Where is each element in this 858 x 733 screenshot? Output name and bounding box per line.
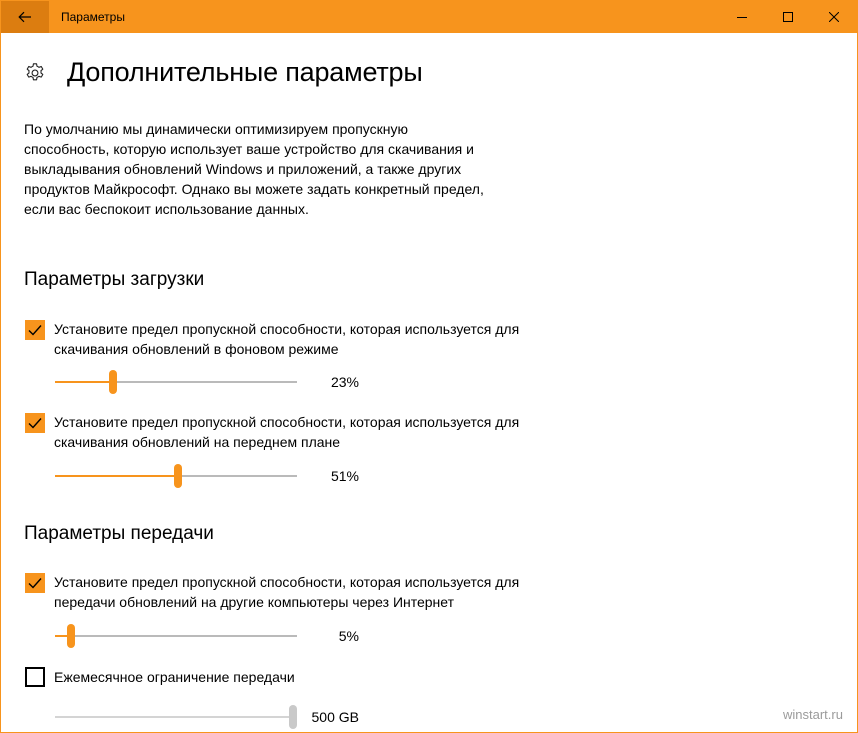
upload-limit-slider[interactable] <box>55 624 297 648</box>
minimize-icon <box>737 12 747 22</box>
checkmark-icon <box>25 413 45 433</box>
close-icon <box>829 12 839 22</box>
foreground-limit-label: Установите предел пропускной способности, которая используется для скачивания обновлений на переднем плане <box>54 414 520 450</box>
window-title: Параметры <box>61 10 125 24</box>
background-limit-slider[interactable] <box>55 370 297 394</box>
upload-limit-label: Установите предел пропускной способности, которая используется для передачи обновлений на другие компьютеры через Интернет <box>54 574 520 610</box>
upload-limit-value: 5% <box>338 628 359 644</box>
back-button[interactable] <box>1 1 49 33</box>
maximize-icon <box>783 12 793 22</box>
monthly-limit-value: 500 GB <box>311 709 359 725</box>
monthly-limit-checkbox[interactable] <box>25 667 45 687</box>
foreground-limit-slider[interactable] <box>55 464 297 488</box>
watermark: winstart.ru <box>783 707 843 722</box>
close-button[interactable] <box>811 1 857 33</box>
upload-limit-checkbox[interactable] <box>25 573 45 593</box>
minimize-button[interactable] <box>719 1 765 33</box>
monthly-limit-label: Ежемесячное ограничение передачи <box>54 669 295 685</box>
gear-icon <box>24 62 46 84</box>
download-section-heading: Параметры загрузки <box>24 269 205 290</box>
foreground-limit-checkbox[interactable] <box>25 413 45 433</box>
slider-fill <box>55 381 113 383</box>
monthly-limit-slider <box>55 705 297 729</box>
arrow-left-icon <box>18 11 32 23</box>
checkmark-icon <box>25 573 45 593</box>
background-limit-label: Установите предел пропускной способности, которая используется для скачивания обновлений в фоновом режиме <box>54 321 520 357</box>
slider-thumb[interactable] <box>67 624 75 648</box>
slider-thumb <box>289 705 297 729</box>
title-bar <box>1 1 857 33</box>
slider-thumb[interactable] <box>109 370 117 394</box>
checkmark-icon <box>25 320 45 340</box>
background-limit-checkbox[interactable] <box>25 320 45 340</box>
upload-section-heading: Параметры передачи <box>24 523 214 544</box>
page-title: Дополнительные параметры <box>67 57 423 87</box>
slider-thumb[interactable] <box>174 464 182 488</box>
maximize-button[interactable] <box>765 1 811 33</box>
slider-track <box>55 635 297 637</box>
foreground-limit-value: 51% <box>330 468 359 484</box>
background-limit-value: 23% <box>330 374 359 390</box>
slider-fill <box>55 475 178 477</box>
slider-track <box>55 716 297 718</box>
page-description: По умолчанию мы динамически оптимизируем пропускную способность, которую использует ваше устройство для скачивания и выкладывания обновлений Windows и приложений, а также других продуктов Майкрософт. Однако вы можете задать конкретный предел, если вас беспокоит использование данных. <box>24 121 484 217</box>
